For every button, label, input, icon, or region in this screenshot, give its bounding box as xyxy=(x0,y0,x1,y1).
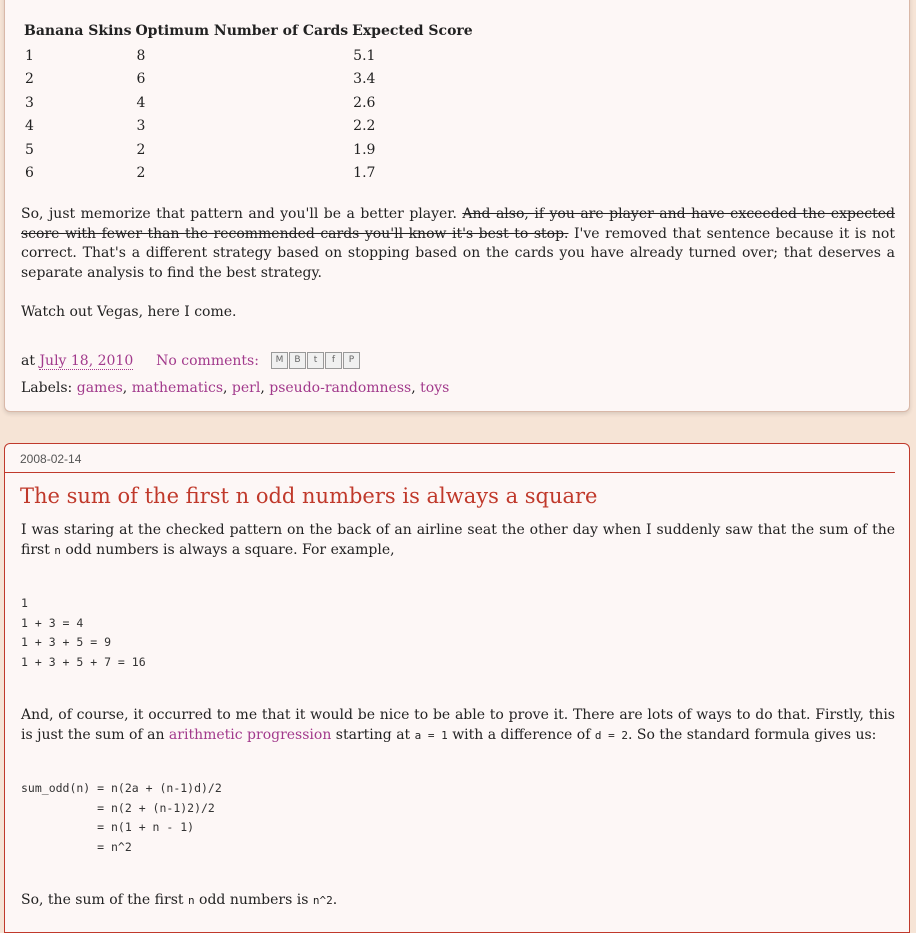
blog-icon[interactable]: B xyxy=(289,352,306,369)
table-cell: 5.1 xyxy=(353,47,376,64)
paragraph-text: So, the sum of the first xyxy=(21,892,188,908)
pinterest-icon[interactable]: P xyxy=(343,352,360,369)
table-cell: 2.6 xyxy=(353,94,376,111)
at-label: at xyxy=(21,353,35,369)
paragraph-text: I've removed that sentence because it is not correct. That's a different strategy based on stopping based on the cards you have already turned over; that deserves a separate analysis to find the best strategy. xyxy=(21,225,895,281)
label-link-pseudo-randomness[interactable]: pseudo-randomness xyxy=(269,380,412,396)
table-cell: 3 xyxy=(25,94,34,111)
formula-code-block xyxy=(21,779,222,858)
inline-code: n xyxy=(187,894,195,907)
inline-code: a = 1 xyxy=(414,728,448,742)
comments-link[interactable]: No comments: xyxy=(156,353,259,369)
table-row xyxy=(23,115,476,139)
label-link-perl[interactable]: perl xyxy=(231,380,261,396)
struck-sentence: And also, if you are player and have exceeded the expected score with fewer than the recommended cards you'll know it's best to stop. xyxy=(21,206,895,242)
inline-code: n^2 xyxy=(312,894,333,907)
conclusion-paragraph xyxy=(21,891,895,911)
strategy-paragraph xyxy=(21,205,895,283)
paragraph-text: with a difference of xyxy=(447,726,595,743)
post-footer xyxy=(21,353,259,369)
table-cell: 3.4 xyxy=(353,71,376,88)
post-title[interactable]: The sum of the first n odd numbers is always a square xyxy=(20,484,598,508)
table-row xyxy=(23,68,476,92)
date-divider xyxy=(5,472,895,473)
code-line: = n(1 + n - 1) xyxy=(21,820,195,835)
table-header: Banana Skins xyxy=(24,23,132,39)
table-cell: 4 xyxy=(25,118,34,135)
paragraph-text: . So the standard formula gives us: xyxy=(627,726,877,743)
examples-code-block xyxy=(21,594,146,673)
inline-code: n xyxy=(54,543,61,557)
code-line: 1 xyxy=(21,596,28,610)
facebook-icon[interactable]: f xyxy=(325,352,342,369)
paragraph-text: odd numbers is always a square. For example, xyxy=(60,541,395,558)
post-date-link[interactable]: July 18, 2010 xyxy=(39,353,134,369)
code-line: 1 + 3 + 5 = 9 xyxy=(21,635,112,650)
table-cell: 6 xyxy=(25,165,34,182)
table-cell: 4 xyxy=(136,94,146,111)
inline-code: d = 2 xyxy=(594,728,628,742)
paragraph-text: And, of course, it occurred to me that it would be nice to be able to prove it. There are lots of ways to do that. Firstly, this is just the sum of an xyxy=(21,707,895,743)
post-card-banana-skins xyxy=(4,0,910,412)
label-link-games[interactable]: games xyxy=(76,380,123,396)
banana-skins-table xyxy=(23,21,476,185)
table-row xyxy=(23,44,476,68)
table-header-row xyxy=(23,21,476,44)
proof-paragraph xyxy=(21,706,895,745)
table-cell: 5 xyxy=(25,141,34,158)
paragraph-text: odd numbers is xyxy=(194,892,313,908)
paragraph-text: I was staring at the checked pattern on the back of an airline seat the other day when I suddenly saw that the sum of the first xyxy=(21,522,895,558)
table-cell: 1 xyxy=(25,47,34,64)
post-card-odd-numbers xyxy=(4,443,910,933)
intro-paragraph xyxy=(21,521,895,560)
email-icon[interactable]: M xyxy=(271,352,288,369)
code-line: 1 + 3 + 5 + 7 = 16 xyxy=(21,655,146,670)
table-row xyxy=(23,162,476,186)
table-cell: 3 xyxy=(136,118,146,135)
paragraph-text: So, just memorize that pattern and you'll be a better player. xyxy=(21,206,463,222)
code-line: 1 + 3 = 4 xyxy=(21,615,84,630)
table-row xyxy=(23,138,476,162)
label-link-toys[interactable]: toys xyxy=(420,380,450,396)
table-header: Expected Score xyxy=(352,23,473,39)
vegas-paragraph: Watch out Vegas, here I come. xyxy=(21,304,237,320)
labels-label: Labels: xyxy=(21,380,73,396)
code-line: = n(2 + (n-1)2)/2 xyxy=(21,800,215,815)
paragraph-text: . xyxy=(332,892,338,908)
table-cell: 1.9 xyxy=(353,141,376,158)
table-cell: 6 xyxy=(136,71,146,88)
twitter-icon[interactable]: t xyxy=(307,352,324,369)
table-cell: 2 xyxy=(25,71,34,88)
post-labels: Labels: games, mathematics, perl, pseudo-randomness, toys xyxy=(21,380,450,396)
table-row xyxy=(23,91,476,115)
share-buttons xyxy=(271,352,360,369)
table-header: Optimum Number of Cards xyxy=(135,23,349,39)
table-cell: 8 xyxy=(136,47,146,64)
table-cell: 2 xyxy=(136,141,146,158)
arithmetic-progression-link[interactable]: arithmetic progression xyxy=(168,726,332,743)
label-link-mathematics[interactable]: mathematics xyxy=(131,380,224,396)
code-line: sum_odd(n) = n(2a + (n-1)d)/2 xyxy=(21,781,222,795)
table-cell: 2.2 xyxy=(353,118,376,135)
table-cell: 1.7 xyxy=(353,165,376,182)
code-line: = n^2 xyxy=(21,840,132,855)
table-cell: 2 xyxy=(136,165,146,182)
post-date-header: 2008-02-14 xyxy=(20,452,82,466)
paragraph-text: starting at xyxy=(331,726,415,743)
